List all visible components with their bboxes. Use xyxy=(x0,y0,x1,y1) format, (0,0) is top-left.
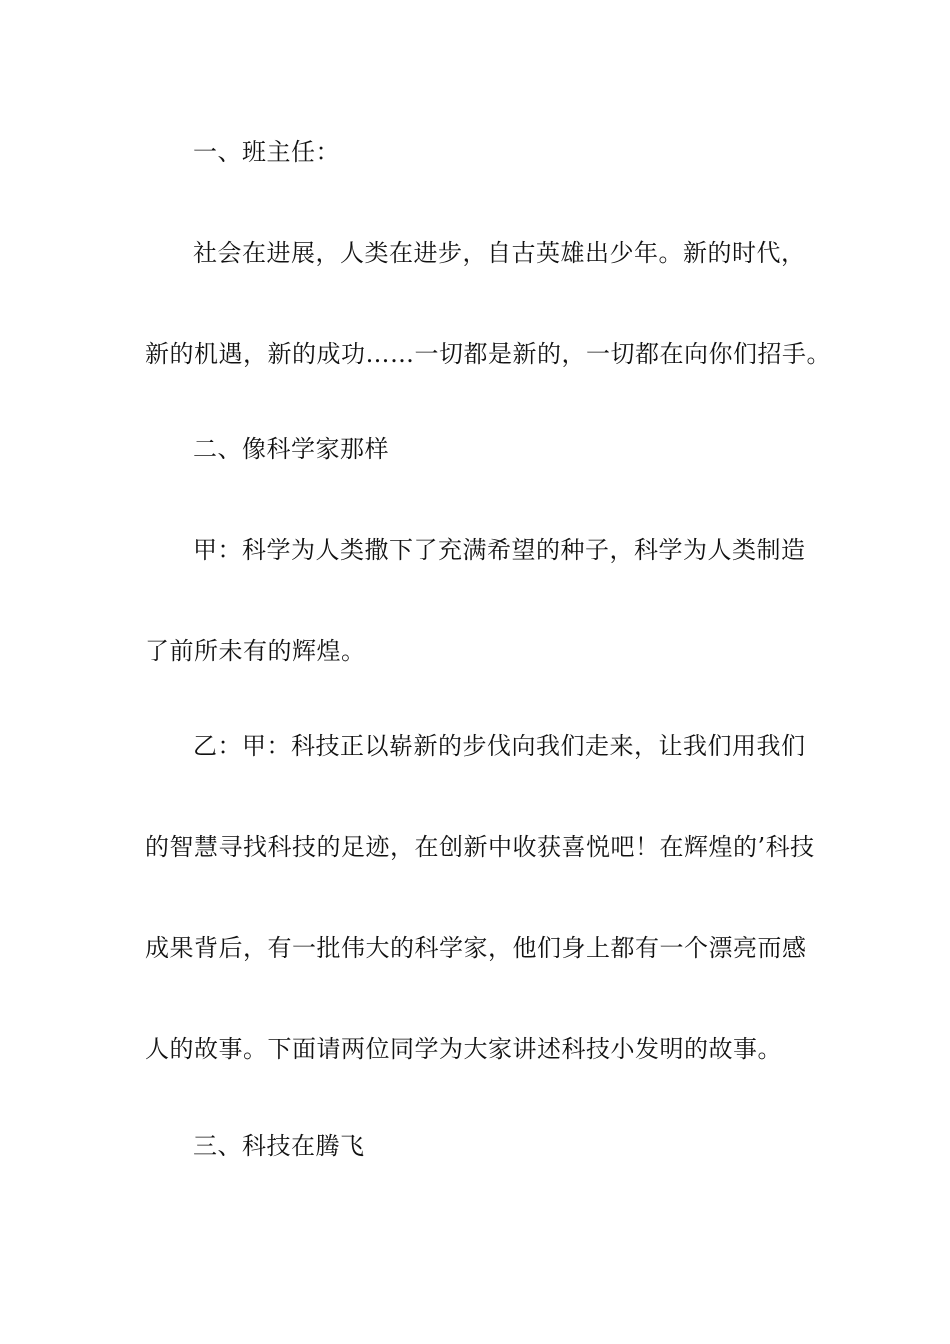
paragraph-2-line-2: 了前所未有的辉煌。 xyxy=(145,637,366,665)
section-heading-1: 一、班主任： xyxy=(193,138,340,166)
paragraph-3-line-1: 乙：甲：科技正以崭新的步伐向我们走来，让我们用我们 xyxy=(193,732,806,760)
paragraph-2-line-1: 甲：科学为人类撒下了充满希望的种子，科学为人类制造 xyxy=(193,536,806,564)
paragraph-3-line-3: 成果背后，有一批伟大的科学家，他们身上都有一个漂亮而感 xyxy=(145,934,807,962)
paragraph-1-line-1: 社会在进展，人类在进步，自古英雄出少年。新的时代， xyxy=(193,239,806,267)
section-heading-2: 二、像科学家那样 xyxy=(193,435,389,463)
paragraph-3-line-2: 的智慧寻找科技的足迹，在创新中收获喜悦吧！在辉煌的’科技 xyxy=(145,833,815,861)
section-heading-3: 三、科技在腾飞 xyxy=(193,1132,365,1160)
paragraph-1-line-2: 新的机遇，新的成功……一切都是新的，一切都在向你们招手。 xyxy=(145,340,831,368)
paragraph-3-line-4: 人的故事。下面请两位同学为大家讲述科技小发明的故事。 xyxy=(145,1035,782,1063)
